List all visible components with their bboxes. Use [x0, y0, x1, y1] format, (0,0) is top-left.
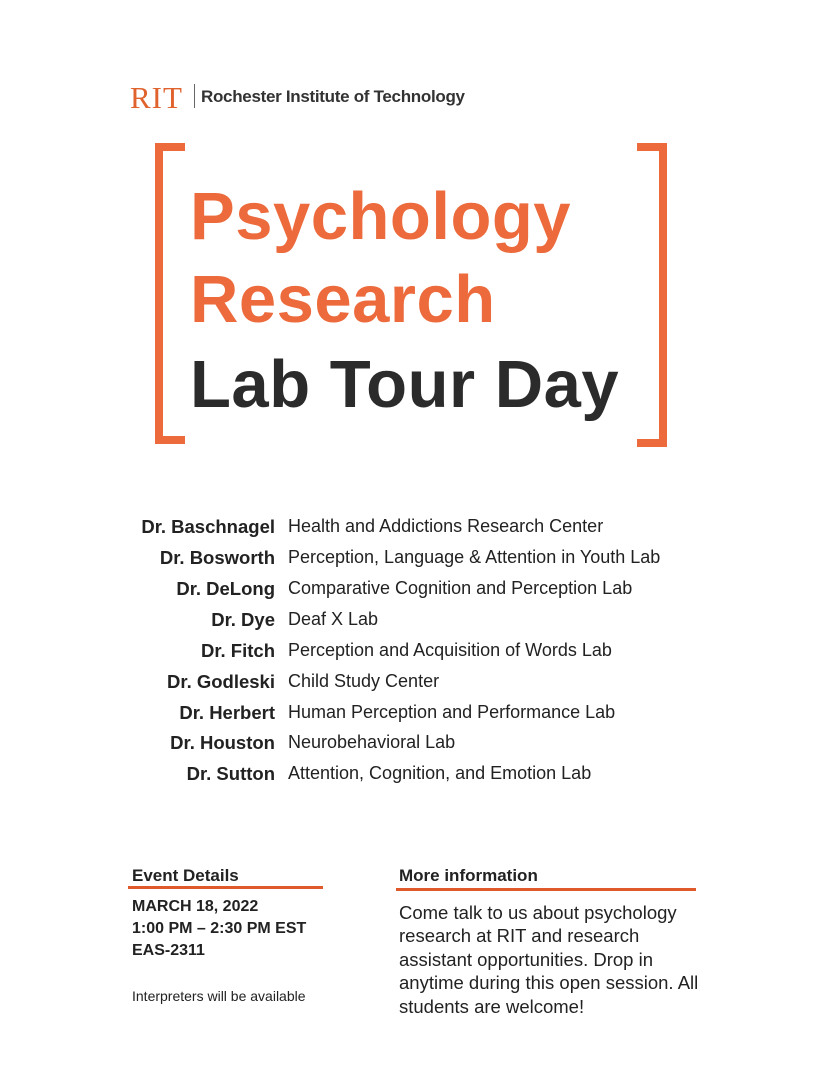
interpreters-note: Interpreters will be available	[132, 988, 306, 1004]
lab-row	[0, 516, 832, 546]
more-info-text: Come talk to us about psychology research at RIT and research assistant opportunities. Drop in anytime during this open session. All students are welcome!	[399, 902, 699, 1017]
professor-name: Dr. Houston	[170, 732, 275, 753]
more-info-rule	[396, 888, 696, 891]
lab-row	[0, 640, 832, 670]
lab-row	[0, 609, 832, 639]
right-bracket	[637, 143, 667, 447]
event-details-rule	[128, 886, 323, 889]
professor-name: Dr. Herbert	[179, 702, 275, 723]
lab-name: Attention, Cognition, and Emotion Lab	[288, 763, 592, 783]
lab-name: Deaf X Lab	[288, 609, 379, 629]
professor-name: Dr. Sutton	[186, 763, 275, 784]
event-date: MARCH 18, 2022	[132, 898, 259, 915]
logo-divider	[194, 84, 195, 108]
lab-name: Comparative Cognition and Perception Lab	[288, 578, 633, 598]
title-line-1: Psychology	[190, 179, 572, 254]
lab-row	[0, 702, 832, 732]
lab-row	[0, 547, 832, 577]
lab-row	[0, 763, 832, 793]
lab-name: Neurobehavioral Lab	[288, 732, 456, 752]
lab-name: Perception, Language & Attention in Youth Lab	[288, 547, 661, 567]
professor-name: Dr. Bosworth	[159, 547, 275, 568]
title-line-2: Research	[190, 262, 496, 337]
professor-name: Dr. Fitch	[200, 640, 275, 661]
event-details-heading: Event Details	[132, 866, 239, 885]
event-location: EAS-2311	[132, 942, 205, 959]
institution-name: Rochester Institute of Technology	[201, 87, 465, 106]
professor-name: Dr. Godleski	[167, 671, 275, 692]
lab-row	[0, 671, 832, 701]
lab-row	[0, 578, 832, 608]
lab-name: Child Study Center	[288, 671, 440, 691]
professor-name: Dr. Baschnagel	[141, 516, 275, 537]
lab-name: Human Perception and Performance Lab	[288, 702, 616, 722]
title-line-3: Lab Tour Day	[190, 347, 620, 422]
event-time: 1:00 PM – 2:30 PM EST	[132, 920, 307, 937]
lab-row	[0, 732, 832, 762]
professor-name: Dr. Dye	[211, 609, 275, 630]
lab-name: Health and Addictions Research Center	[288, 516, 604, 536]
rit-logo: RIT	[130, 80, 183, 115]
event-details	[132, 896, 306, 962]
more-info-heading: More information	[399, 866, 538, 885]
lab-name: Perception and Acquisition of Words Lab	[288, 640, 612, 660]
left-bracket	[155, 143, 185, 444]
professor-name: Dr. DeLong	[176, 578, 275, 599]
